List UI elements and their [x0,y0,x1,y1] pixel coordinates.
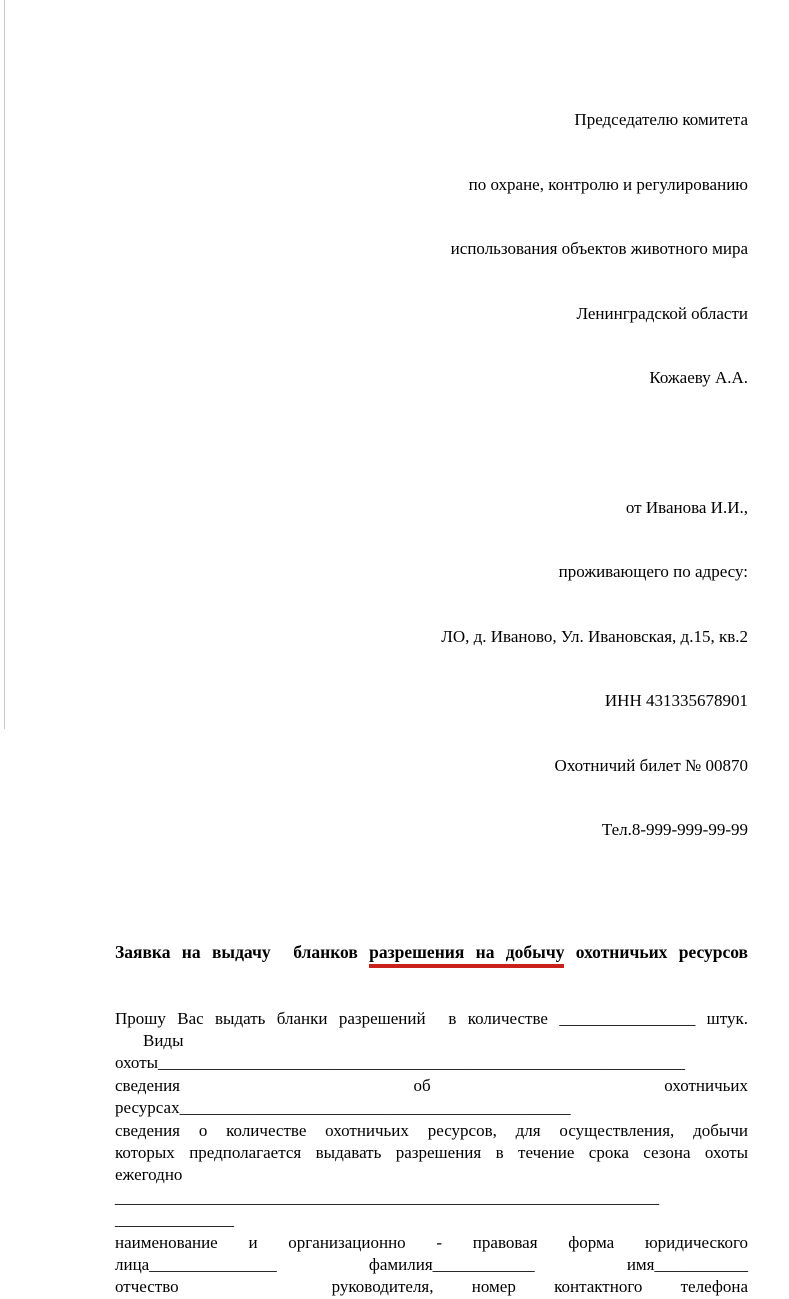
resources-info-line: сведения об охотничьих [115,1075,748,1095]
surname-name-line: лица_______________ фамилия____________ имя___________ [115,1254,748,1274]
application-body [115,1008,748,1299]
applicant-line: проживающего по адресу: [558,562,748,581]
applicant-line: ИНН 431335678901 [604,691,748,710]
document-content [115,0,748,1299]
applicant-line: Охотничий билет № 00870 [554,755,748,775]
recipient-line: использования объектов животного мира [450,239,748,258]
title-text-after: охотничьих ресурсов [564,941,748,962]
applicant-line: Тел.8-999-999-99-99 [601,820,748,839]
applicant-line: от Иванова И.И., [625,497,748,517]
title-text-before: Заявка на выдачу бланков [115,941,370,962]
patronymic-phone-line: отчество руководителя, номер контактного телефона [115,1277,748,1297]
fill-blank-short-line: ______________ [115,1210,234,1230]
request-count-line: Прошу Вас выдать бланки разрешений в количестве ________________ штук. [115,1008,748,1028]
recipient-line: по охране, контролю и регулированию [468,174,748,194]
document-title [115,941,748,964]
resources-quantity-line-1: сведения о количестве охотничьих ресурсов, для осуществления, добычи [115,1120,748,1140]
hunt-types-blank-line: охоты______________________________________________________________ [115,1053,686,1073]
fill-blank-long-line: ________________________________________________________________ [115,1187,659,1207]
applicant-line: ЛО, д. Иваново, Ул. Ивановская, д.15, кв.2 [441,626,748,646]
recipient-line: Кожаеву А.А. [649,368,748,387]
resources-quantity-line-2: которых предполагается выдавать разрешения в течение срока сезона охоты [115,1142,748,1162]
annual-label-line: ежегодно [115,1165,183,1185]
red-underlined-phrase: разрешения на добычу [369,942,564,968]
resources-blank-line: ресурсах______________________________________________ [115,1098,571,1118]
recipient-line: Ленинградской области [576,303,748,323]
recipient-line: Председателю комитета [574,110,748,129]
legal-entity-name-line: наименование и организационно - правовая форма юридического [115,1232,748,1252]
hunt-types-label-line: Виды [143,1030,184,1050]
page-edge-line [4,0,5,729]
applicant-block [115,454,748,884]
recipient-block [115,66,748,432]
